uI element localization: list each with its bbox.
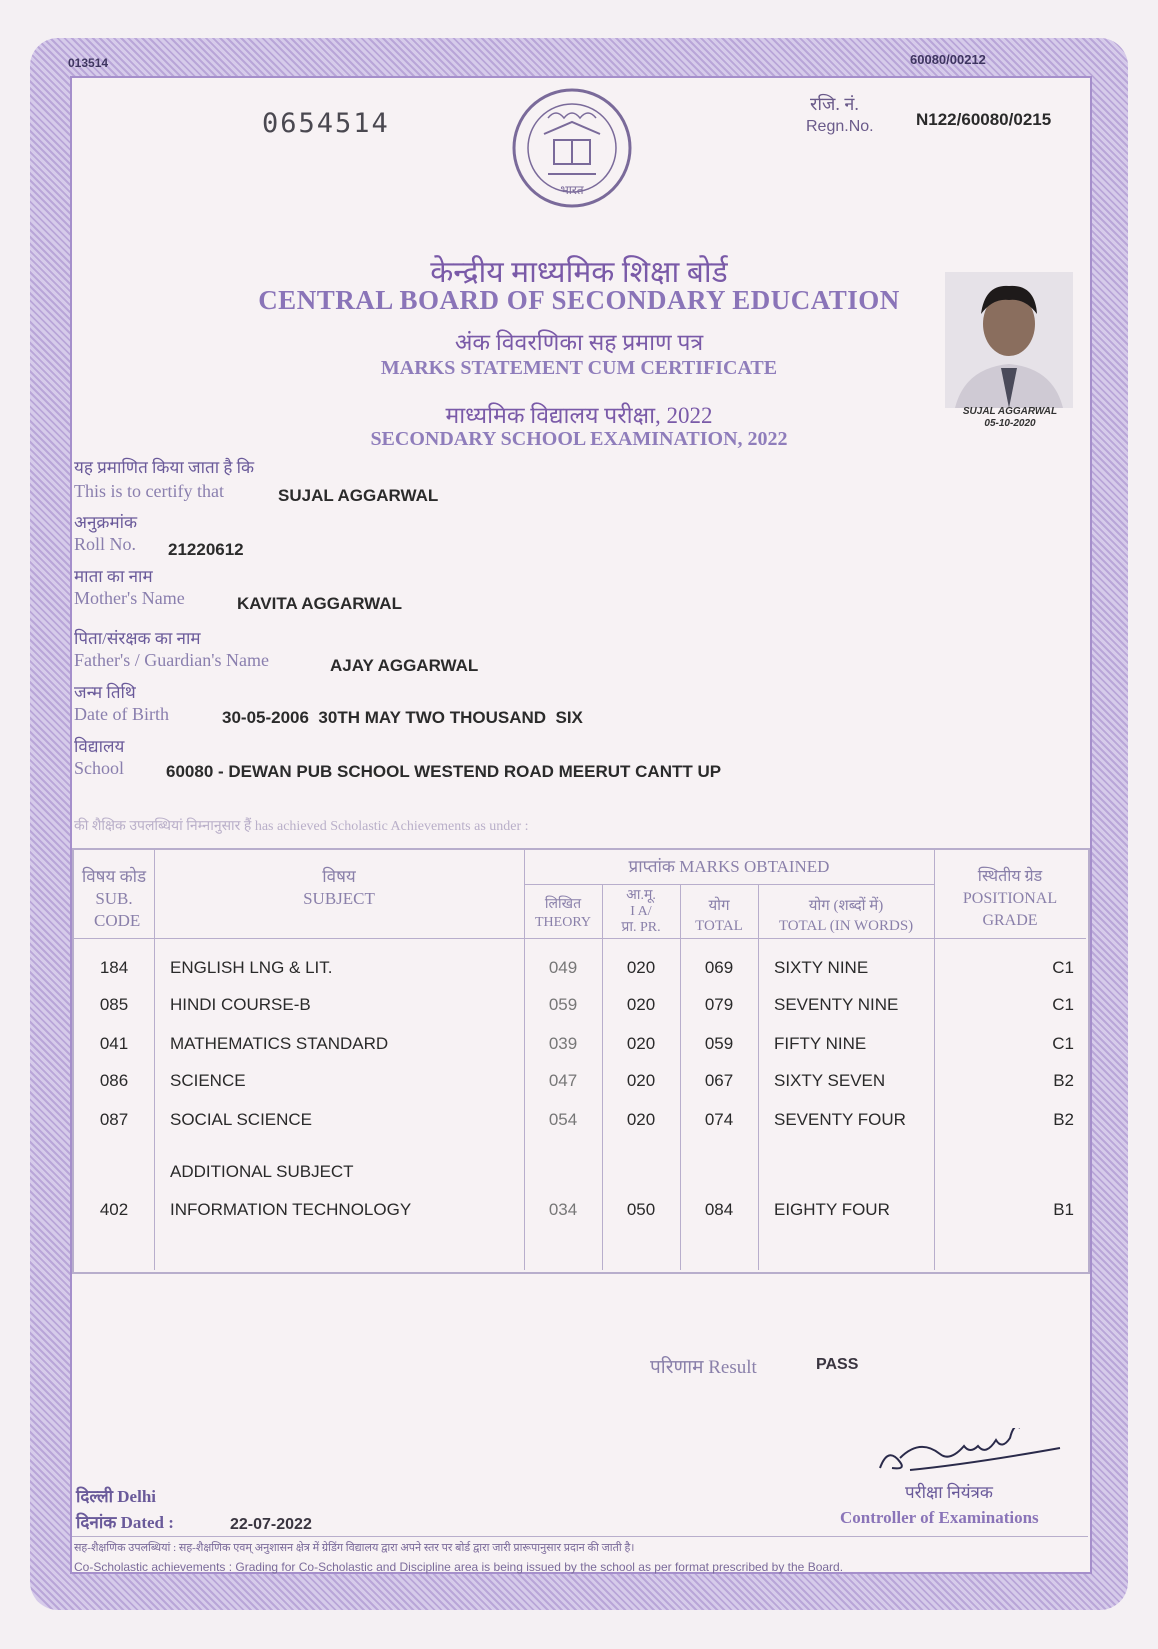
header-grade: स्थितीय ग्रेड POSITIONAL GRADE <box>962 868 1058 929</box>
footer-divider <box>72 1536 1088 1537</box>
document-title: MARKS STATEMENT CUM CERTIFICATE <box>380 357 778 379</box>
cell-code: 041 <box>99 1034 129 1053</box>
roll-label-hindi: अनुक्रमांक <box>74 513 138 532</box>
cell-ia: 020 <box>626 1110 656 1129</box>
cell-code: 184 <box>99 958 129 977</box>
cell-subject: MATHEMATICS STANDARD <box>170 1034 389 1053</box>
place: दिल्ली Delhi <box>76 1487 156 1506</box>
cell-theory: 034 <box>548 1200 578 1219</box>
cell-theory: 039 <box>548 1034 578 1053</box>
roll-number: 21220612 <box>168 540 244 559</box>
achievements-intro: की शैक्षिक उपलब्धियां निम्नानुसार हैं has achieved Scholastic Achievements as under : <box>74 819 529 834</box>
certify-label: This is to certify that <box>74 481 224 501</box>
cell-subject: SCIENCE <box>170 1071 246 1090</box>
dated-value: 22-07-2022 <box>230 1516 312 1533</box>
school-label: School <box>74 758 125 778</box>
header-subject: विषय SUBJECT <box>303 867 375 908</box>
signature-icon <box>870 1428 1070 1488</box>
cell-grade: C1 <box>1052 995 1074 1014</box>
cell-words: FIFTY NINE <box>774 1034 867 1053</box>
footer-note: Co-Scholastic achievements : Grading for Co-Scholastic and Discipline area is being issued by the school as per format prescribed by the Board. <box>74 1560 844 1574</box>
father-label: Father's / Guardian's Name <box>74 650 269 670</box>
certificate-number: 0654514 <box>262 108 390 139</box>
serial-right: 60080/00212 <box>910 52 986 67</box>
dated-label: दिनांक Dated : <box>76 1513 174 1532</box>
cell-subject: SOCIAL SCIENCE <box>170 1110 313 1129</box>
controller-label-hindi: परीक्षा नियंत्रक <box>905 1483 993 1502</box>
cell-grade: B2 <box>1053 1110 1074 1129</box>
cell-theory: 047 <box>548 1071 578 1090</box>
cell-total: 059 <box>704 1034 734 1053</box>
cell-theory: 054 <box>548 1110 578 1129</box>
regn-label: Regn.No. <box>806 118 874 135</box>
cell-total: 079 <box>704 995 734 1014</box>
roll-label: Roll No. <box>74 534 137 554</box>
photo-caption-name: SUJAL AGGARWAL <box>962 406 1058 417</box>
document-title-hindi: अंक विवरणिका सह प्रमाण पत्र <box>454 330 704 355</box>
cbse-emblem-icon <box>508 82 636 234</box>
cell-ia: 020 <box>626 1071 656 1090</box>
cell-subject: INFORMATION TECHNOLOGY <box>170 1200 412 1219</box>
cell-theory: 059 <box>548 995 578 1014</box>
controller-label: Controller of Examinations <box>840 1508 1039 1527</box>
cell-ia: 020 <box>626 958 656 977</box>
header-ia-pr: आ.मू. I A/ प्रा. PR. <box>621 888 661 935</box>
footer-note-hindi: सह-शैक्षणिक उपलब्धियां : सह-शैक्षणिक एवम् अनुशासन क्षेत्र में ग्रेडिंग विद्यालय द्वारा अपने स्तर पर बोर्ड द्वारा जारी प्रारूपानुसार प्रदान की जाती है। <box>74 1542 635 1554</box>
father-label-hindi: पिता/संरक्षक का नाम <box>74 629 201 648</box>
mother-label-hindi: माता का नाम <box>74 567 153 586</box>
header-total-words: योग (शब्दों में) TOTAL (IN WORDS) <box>778 898 914 934</box>
cell-ia: 050 <box>626 1200 656 1219</box>
student-name: SUJAL AGGARWAL <box>278 486 439 505</box>
header-theory: लिखित THEORY <box>535 897 591 930</box>
dob-label-hindi: जन्म तिथि <box>74 683 136 702</box>
regn-number: N122/60080/0215 <box>916 110 1052 129</box>
exam-title-hindi: माध्यमिक विद्यालय परीक्षा, 2022 <box>445 403 713 428</box>
cell-words: EIGHTY FOUR <box>774 1200 890 1219</box>
cell-words: SIXTY SEVEN <box>774 1071 886 1090</box>
cell-theory: 049 <box>548 958 578 977</box>
cell-total: 067 <box>704 1071 734 1090</box>
board-title-hindi: केन्द्रीय माध्यमिक शिक्षा बोर्ड <box>430 256 728 289</box>
cell-code: 087 <box>99 1110 129 1129</box>
cell-code: 086 <box>99 1071 129 1090</box>
regn-label-hindi: रजि. नं. <box>810 94 859 114</box>
cell-words: SEVENTY NINE <box>774 995 899 1014</box>
cell-code: 085 <box>99 995 129 1014</box>
result-value: PASS <box>816 1356 859 1373</box>
cell-total: 069 <box>704 958 734 977</box>
dob-label: Date of Birth <box>74 704 169 724</box>
cell-grade: B1 <box>1053 1200 1074 1219</box>
result-label: परिणाम Result <box>650 1357 757 1378</box>
student-photo <box>945 272 1073 408</box>
photo-caption <box>940 406 1080 430</box>
marks-table <box>72 848 1090 1274</box>
school-name: 60080 - DEWAN PUB SCHOOL WESTEND ROAD MEERUT CANTT UP <box>166 762 722 781</box>
cell-words: SIXTY NINE <box>774 958 869 977</box>
mother-name: KAVITA AGGARWAL <box>237 594 402 613</box>
cell-ia: 020 <box>626 1034 656 1053</box>
cell-grade: C1 <box>1052 958 1074 977</box>
school-label-hindi: विद्यालय <box>74 737 125 756</box>
header-code: विषय कोड SUB. CODE <box>81 867 147 930</box>
cell-grade: C1 <box>1052 1034 1074 1053</box>
additional-subject-label: ADDITIONAL SUBJECT <box>170 1162 354 1181</box>
header-total: योग TOTAL <box>695 898 743 934</box>
cell-subject: ENGLISH LNG & LIT. <box>170 958 333 977</box>
date-of-birth: 30-05-2006 30TH MAY TWO THOUSAND SIX <box>222 708 583 727</box>
cell-ia: 020 <box>626 995 656 1014</box>
cell-total: 074 <box>704 1110 734 1129</box>
board-title: CENTRAL BOARD OF SECONDARY EDUCATION <box>258 285 900 315</box>
header-marks: प्राप्तांक MARKS OBTAINED <box>628 857 830 876</box>
cell-words: SEVENTY FOUR <box>774 1110 906 1129</box>
serial-left: 013514 <box>68 56 109 70</box>
emblem-text: भारत <box>560 183 584 197</box>
cell-subject: HINDI COURSE-B <box>170 995 311 1014</box>
cell-code: 402 <box>99 1200 129 1219</box>
certify-label-hindi: यह प्रमाणित किया जाता है कि <box>74 458 255 477</box>
photo-caption-date: 05-10-2020 <box>984 418 1036 429</box>
exam-title: SECONDARY SCHOOL EXAMINATION, 2022 <box>370 428 788 450</box>
father-name: AJAY AGGARWAL <box>330 656 479 675</box>
cell-grade: B2 <box>1053 1071 1074 1090</box>
cell-total: 084 <box>704 1200 734 1219</box>
mother-label: Mother's Name <box>74 588 185 608</box>
